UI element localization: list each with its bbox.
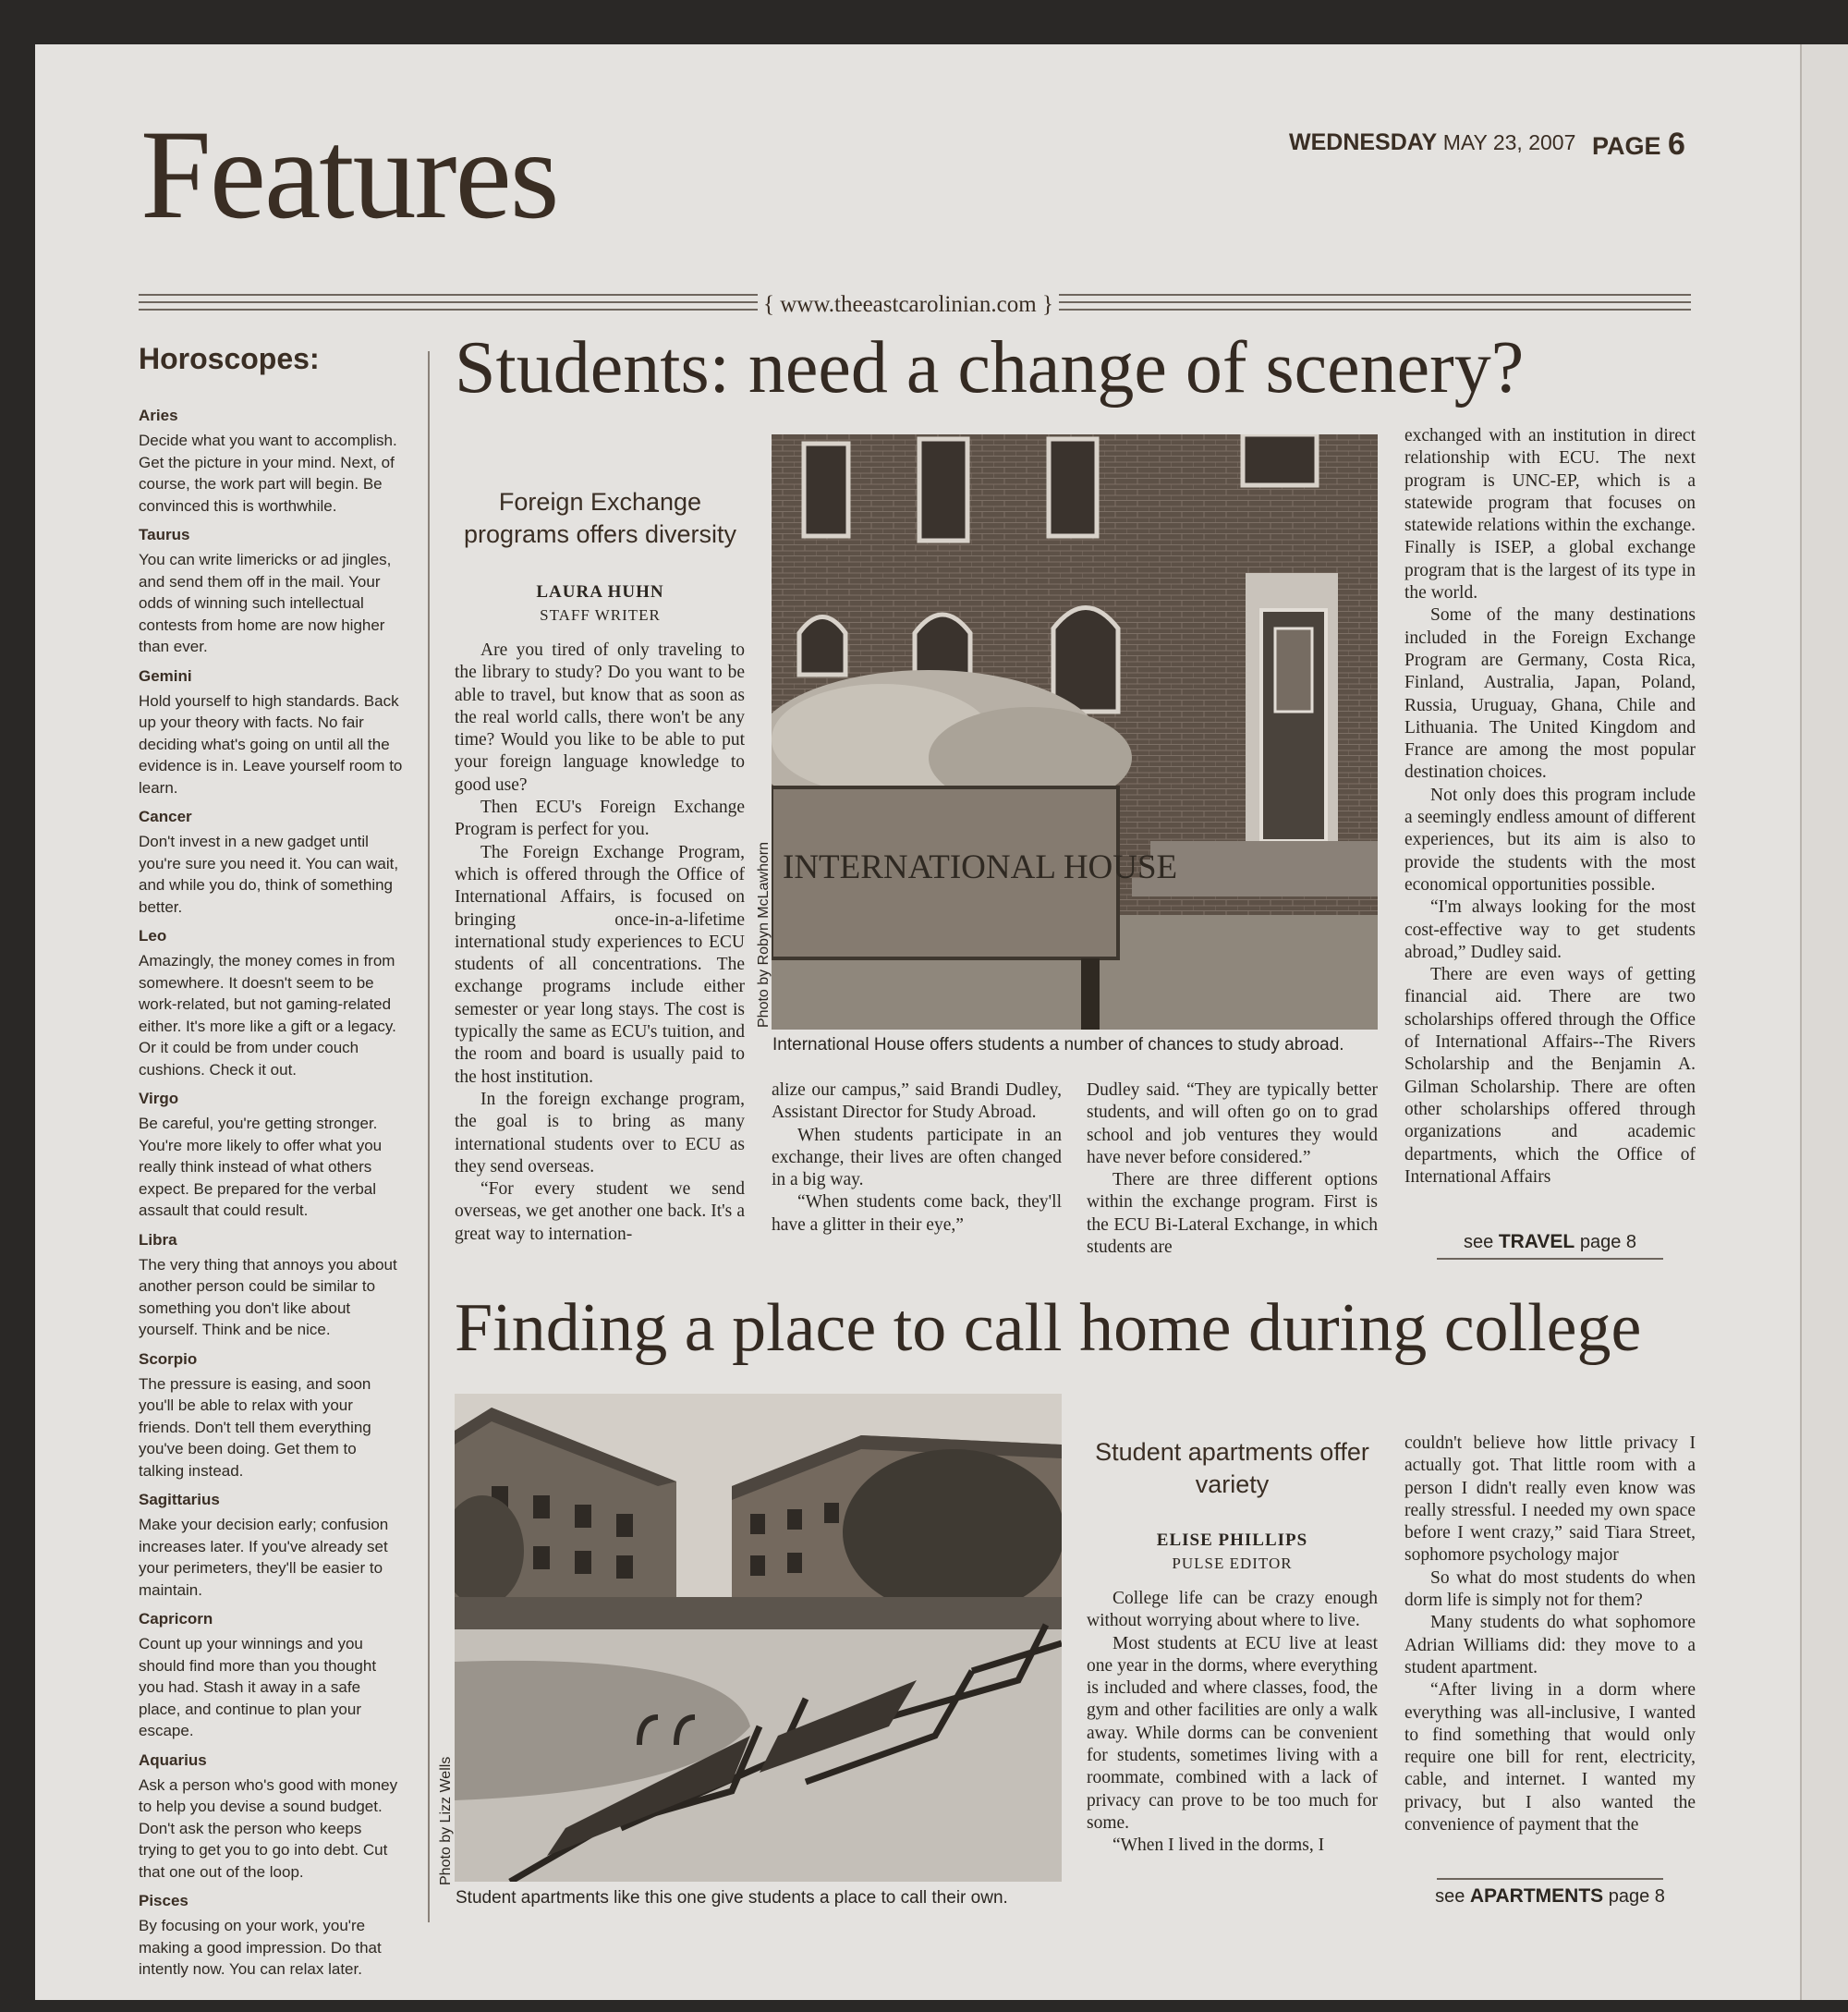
paragraph: alize our campus,” said Brandi Dudley, Assistant Director for Study Abroad. bbox=[772, 1080, 1062, 1123]
story2-photo-credit: Photo by Lizz Wells bbox=[438, 1756, 454, 1885]
horoscope-sign-cancer: Cancer bbox=[139, 808, 192, 825]
horoscopes-list bbox=[139, 407, 403, 1990]
jump-page: page 8 bbox=[1579, 1232, 1636, 1252]
story2-column-1 bbox=[1087, 1588, 1378, 1858]
horoscope-sign-virgo: Virgo bbox=[139, 1090, 179, 1107]
horoscope-sign-capricorn: Capricorn bbox=[139, 1610, 213, 1628]
column-divider bbox=[428, 351, 430, 1922]
story1-caption: International House offers students a number of chances to study abroad. bbox=[772, 1035, 1344, 1055]
story1-role: STAFF WRITER bbox=[540, 606, 661, 624]
paragraph: Are you tired of only traveling to the library to study? Do you want to be able to travel, but know that as soon as the real world calls, there won't be any time? Would you like to be able to put your foreign language knowledge to good use? bbox=[455, 640, 745, 795]
paragraph: The Foreign Exchange Program, which is offered through the Office of International Affairs, is focused on bringing once-in-a-lifetime international study experiences to ECU students of all concentrations. The exchange programs include either semester or year long stays. The cost is typically the same as ECU's tuition, and the room and board is usually paid to the host institution. bbox=[455, 842, 745, 1087]
paragraph: Not only does this program include a seemingly endless amount of different experiences, but its aim is also to provide the students with the most economical opportunities possible. bbox=[1404, 785, 1696, 895]
story2-caption: Student apartments like this one give students a place to call their own. bbox=[456, 1888, 1008, 1908]
horoscope-sign-gemini: Gemini bbox=[139, 666, 192, 685]
horoscope-text: You can write limericks or ad jingles, and send them off in the mail. Your odds of winning such intellectual contests from home are now higher than ever. bbox=[139, 551, 392, 655]
weekday: WEDNESDAY bbox=[1289, 129, 1437, 155]
horoscope-text: Make your decision early; confusion increases later. If you've already set your perimeters, they'll be easier to maintain. bbox=[139, 1516, 389, 1599]
page-number bbox=[1592, 127, 1685, 163]
horoscope-sign-scorpio: Scorpio bbox=[139, 1349, 198, 1368]
jump-word: APARTMENTS bbox=[1469, 1885, 1604, 1907]
horoscope-sign-leo: Leo bbox=[139, 927, 167, 945]
horoscope-text: Amazingly, the money comes in from somewhere. It doesn't seem to be work-related, but not gaming-related either. It's more like a gift or a legacy. Or it could be from under couch cushions. Check it out. bbox=[139, 952, 396, 1079]
horoscope-text: Be careful, you're getting stronger. You're more likely to offer what you really think instead of what others expect. Be prepared for the verbal assault that could result. bbox=[139, 1115, 383, 1219]
horoscope-sign-pisces: Pisces bbox=[139, 1892, 188, 1909]
paragraph: “When I lived in the dorms, I bbox=[1112, 1835, 1325, 1856]
date: MAY 23, 2007 bbox=[1442, 130, 1576, 154]
story2-jump[interactable] bbox=[1404, 1885, 1696, 1908]
horoscope-text: The very thing that annoys you about another person could be similar to something you don't like about yourself. Think and be nice. bbox=[139, 1255, 397, 1338]
story1-column-4 bbox=[1404, 425, 1696, 1189]
story1-jump[interactable] bbox=[1404, 1231, 1696, 1253]
jump-word: TRAVEL bbox=[1498, 1231, 1575, 1252]
story1-headline: Students: need a change of scenery? bbox=[455, 327, 1525, 408]
paragraph: Many students do what sophomore Adrian Williams did: they move to a student apartment. bbox=[1404, 1613, 1696, 1677]
page-number-value: 6 bbox=[1668, 127, 1685, 162]
paragraph: exchanged with an institution in direct relationship with ECU. The next program is UNC-EP, which is a statewide program that focuses on statewide relations within the exchange. Finally is ISEP, a global exchange program that is the largest of its type in the world. bbox=[1404, 426, 1696, 604]
paragraph: College life can be crazy enough without worrying about where to live. bbox=[1087, 1589, 1378, 1631]
story1-jump-rule bbox=[1437, 1258, 1663, 1260]
jump-see: see bbox=[1464, 1232, 1494, 1252]
svg-text:INTERNATIONAL HOUSE: INTERNATIONAL HOUSE bbox=[783, 848, 1178, 886]
horoscope-text: Don't invest in a new gadget until you're sure you need it. You can wait, and while you do, think of something better. bbox=[139, 833, 399, 916]
paragraph: Most students at ECU live at least one year in the dorms, where everything is included and where classes, food, the gym and other facilities are only a walk away. While dorms can be convenient for students, sometimes living with a roommate, combined with a lack of privacy can prove to be too much for some. bbox=[1087, 1633, 1378, 1833]
horoscope-text: Hold yourself to high standards. Back up your theory with facts. No fair deciding what's going on until all the evidence is in. Leave yourself room to learn. bbox=[139, 691, 403, 797]
paragraph: couldn't believe how little privacy I actually got. That little room with a person I didn't really even know was really stressful. I needed my own space before I went crazy,” said Tiara Street, sophomore psychology major bbox=[1404, 1433, 1696, 1566]
paragraph: Some of the many destinations included in the Foreign Exchange Program are Germany, Costa Rica, Finland, Australia, Japan, Poland, Russia, Uruguay, Ghana, Chile and Lithuania. The United Kingdom and France are among the most popular destination choices. bbox=[1404, 605, 1696, 783]
jump-page: page 8 bbox=[1608, 1886, 1665, 1907]
website-url[interactable]: { www.theeastcarolinian.com } bbox=[758, 292, 1059, 318]
international-house-illustration bbox=[772, 434, 1378, 1030]
paragraph: “For every student we send overseas, we get another one back. It's a great way to internation- bbox=[455, 1179, 745, 1244]
horoscopes-heading: Horoscopes: bbox=[139, 342, 320, 375]
horoscope-sign-libra: Libra bbox=[139, 1230, 177, 1249]
story1-column-3 bbox=[1087, 1079, 1378, 1259]
paragraph: In the foreign exchange program, the goal is to bring as many international students over to ECU as they send overseas. bbox=[455, 1089, 745, 1177]
apartments-photo bbox=[455, 1394, 1062, 1882]
dateline bbox=[1289, 129, 1575, 156]
adjacent-page-edge bbox=[1800, 44, 1848, 2000]
story2-deck: Student apartments offer variety bbox=[1095, 1438, 1369, 1498]
story2-jump-rule bbox=[1437, 1878, 1663, 1880]
paragraph: “When students come back, they'll have a glitter in their eye,” bbox=[772, 1192, 1062, 1235]
horoscope-text: By focusing on your work, you're making a good impression. Do that intently now. You can relax later. bbox=[139, 1917, 382, 1978]
story2-headline: Finding a place to call home during college bbox=[455, 1290, 1642, 1366]
horoscope-text: Decide what you want to accomplish. Get the picture in your mind. Next, of course, the work part will begin. Be convinced this is worthwhile. bbox=[139, 432, 397, 515]
story1-deck: Foreign Exchange programs offers diversity bbox=[463, 488, 737, 548]
paragraph: There are even ways of getting financial aid. There are two scholarships offered through the Office of International Affairs--The Rivers Scholarship and the Benjamin A. Gilman Scholarship. There are often other scholarships offered through organizations and academic departments, which the Office of International Affairs bbox=[1404, 965, 1696, 1187]
jump-see: see bbox=[1435, 1886, 1465, 1907]
horoscope-text: Ask a person who's good with money to help you devise a sound budget. Don't ask the person who keeps trying to get you to go into debt. Cut that one out of the loop. bbox=[139, 1775, 398, 1881]
horoscope-text: Count up your winnings and you should find more than you thought you had. Stash it away in a safe place, and continue to plan your escape. bbox=[139, 1635, 377, 1739]
paragraph: “After living in a dorm where everything was all-inclusive, I wanted to find something that would only require one bill for rent, electricity, cable, and internet. I wanted my privacy, but I also wanted the convenience of payment that the bbox=[1404, 1680, 1696, 1835]
story2-column-2 bbox=[1404, 1433, 1696, 1836]
horoscope-sign-aquarius: Aquarius bbox=[139, 1750, 207, 1769]
paragraph: Dudley said. “They are typically better students, and will often go on to grad school and job ventures they would have never before considered.” bbox=[1087, 1080, 1378, 1167]
horoscope-sign-sagittarius: Sagittarius bbox=[139, 1491, 220, 1508]
page-label: PAGE bbox=[1592, 132, 1661, 160]
paragraph: When students participate in an exchange, their lives are often changed in a big way. bbox=[772, 1125, 1062, 1190]
story2-byline: ELISE PHILLIPS bbox=[1156, 1530, 1308, 1550]
story1-column-1 bbox=[455, 640, 745, 1246]
horoscope-sign-aries: Aries bbox=[139, 407, 178, 424]
section-title: Features bbox=[140, 104, 558, 245]
paragraph: Then ECU's Foreign Exchange Program is perfect for you. bbox=[455, 798, 745, 840]
paragraph: There are three different options within the exchange program. First is the ECU Bi-Lateral Exchange, in which students are bbox=[1087, 1170, 1378, 1258]
story1-column-2 bbox=[772, 1079, 1062, 1237]
horoscope-sign-taurus: Taurus bbox=[139, 526, 190, 543]
horoscope-text: The pressure is easing, and soon you'll be able to relax with your friends. Don't tell them everything you've been doing. Get them to talking instead. bbox=[139, 1374, 371, 1480]
international-house-photo bbox=[772, 434, 1378, 1030]
paragraph: So what do most students do when dorm life is simply not for them? bbox=[1404, 1567, 1696, 1611]
story1-deck-block bbox=[455, 486, 746, 625]
apartments-illustration bbox=[455, 1394, 1062, 1882]
story2-role: PULSE EDITOR bbox=[1172, 1555, 1293, 1572]
story1-byline: LAURA HUHN bbox=[536, 582, 664, 602]
paragraph: “I'm always looking for the most cost-effective way to get students abroad,” Dudley said. bbox=[1404, 897, 1696, 962]
story1-photo-credit: Photo by Robyn McLawhorn bbox=[756, 842, 772, 1028]
story2-deck-block bbox=[1087, 1436, 1378, 1573]
